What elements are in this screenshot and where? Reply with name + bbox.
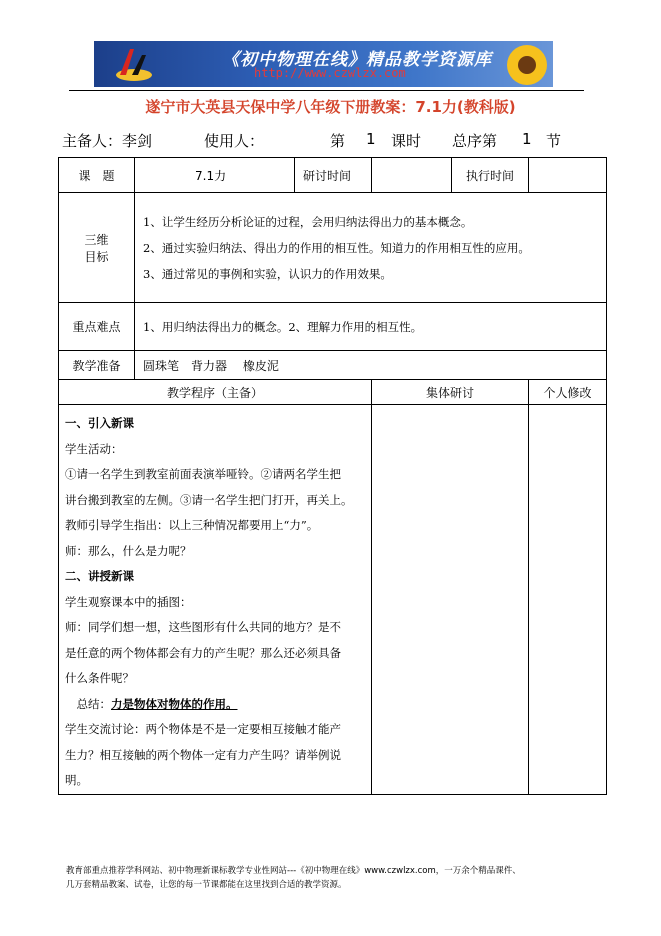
goal-item: 1、让学生经历分析论证的过程，会用归纳法得出力的基本概念。	[143, 214, 473, 229]
goal-item: 3、通过常见的事例和实验，认识力的作用效果。	[143, 266, 392, 281]
discuss-time-value	[372, 158, 452, 193]
seq-unit: 节	[546, 132, 562, 150]
seq-number: 1	[522, 130, 532, 148]
col-personal-edit: 个人修改	[529, 380, 607, 405]
lesson-prefix: 第	[330, 132, 346, 150]
goals-label	[59, 193, 135, 303]
document-title: 遂宁市大英县天保中学八年级下册教案：7.1力(教科版)	[145, 98, 516, 116]
exec-time-label: 执行时间	[452, 158, 529, 193]
procedure-line: 学生观察课本中的插图：	[65, 594, 192, 609]
key-points	[135, 303, 607, 351]
footer	[66, 864, 611, 892]
key-points-text: 1、用归纳法得出力的概念。2、理解力作用的相互性。	[143, 319, 423, 334]
lesson-number: 1	[366, 130, 376, 148]
site-logo-icon	[112, 45, 156, 83]
summary-line	[65, 692, 365, 718]
procedure-line: 生力？相互接触的两个物体一定有力产生吗？请举例说	[65, 747, 341, 762]
summary-emphasis: 力是物体对物体的作用。	[111, 696, 238, 711]
procedure-line: 是任意的两个物体都会有力的产生呢？那么还必须具备	[65, 645, 341, 660]
preparer: 主备人：李剑	[62, 132, 153, 150]
sunflower-icon	[505, 43, 549, 87]
procedure-line: 明。	[65, 773, 88, 787]
lesson-unit: 课时	[391, 132, 422, 150]
procedure-content	[59, 405, 372, 795]
procedure-line: ①请一名学生到教室前面表演举哑铃。②请两名学生把	[65, 467, 341, 481]
footer-line: 教育部重点推荐学科网站、初中物理新课标教学专业性网站---《初中物理在线》www.czwlzx.com，一万余个精品课件、	[66, 866, 521, 876]
procedure-line: 教师引导学生指出：以上三种情况都要用上“力”。	[65, 518, 319, 532]
goals-list	[135, 193, 607, 303]
footer-line: 几万套精品教案、试卷，让您的每一节课都能在这里找到合适的教学资源。	[66, 880, 347, 890]
procedure-line: 讲台搬到教室的左侧。③请一名学生把门打开，再关上。	[65, 492, 353, 507]
banner-url: http://www.czwlzx.com	[254, 66, 406, 80]
procedure-line: 什么条件呢？	[65, 671, 134, 685]
key-points-label: 重点难点	[59, 303, 135, 351]
procedure-line: 学生活动：	[65, 441, 123, 456]
goals-label-line2: 目标	[84, 249, 109, 264]
prep-label: 教学准备	[59, 351, 135, 380]
header-banner	[94, 41, 553, 87]
procedure-line: 师：那么，什么是力呢？	[65, 543, 192, 558]
topic-label: 课 题	[59, 158, 135, 193]
col-group-discussion: 集体研讨	[372, 380, 529, 405]
discuss-time-label: 研讨时间	[295, 158, 372, 193]
topic-value: 7.1力	[135, 158, 295, 193]
exec-time-value	[529, 158, 607, 193]
section-heading: 一、引入新课	[65, 416, 134, 430]
procedure-line: 师：同学们想一想，这些图形有什么共同的地方？是不	[65, 620, 341, 634]
seq-prefix: 总序第	[452, 132, 498, 150]
goals-label-line1: 三维	[84, 232, 109, 247]
procedure-line: 学生交流讨论：两个物体是不是一定要相互接触才能产	[65, 722, 341, 736]
banner-title: 《初中物理在线》精品教学资源库	[222, 50, 492, 70]
summary-prefix: 总结：	[65, 696, 111, 711]
user-label: 使用人：	[204, 132, 265, 150]
prep-value: 圆珠笔 背力器 橡皮泥	[135, 351, 607, 380]
col-procedure: 教学程序（主备）	[59, 380, 372, 405]
group-discussion-cell	[372, 405, 529, 795]
personal-edit-cell	[529, 405, 607, 795]
lesson-plan-table	[58, 157, 607, 795]
goal-item: 2、通过实验归纳法、得出力的作用的相互性。知道力的作用相互性的应用。	[143, 240, 530, 255]
header-rule	[69, 90, 584, 91]
section-heading: 二、讲授新课	[65, 569, 134, 583]
